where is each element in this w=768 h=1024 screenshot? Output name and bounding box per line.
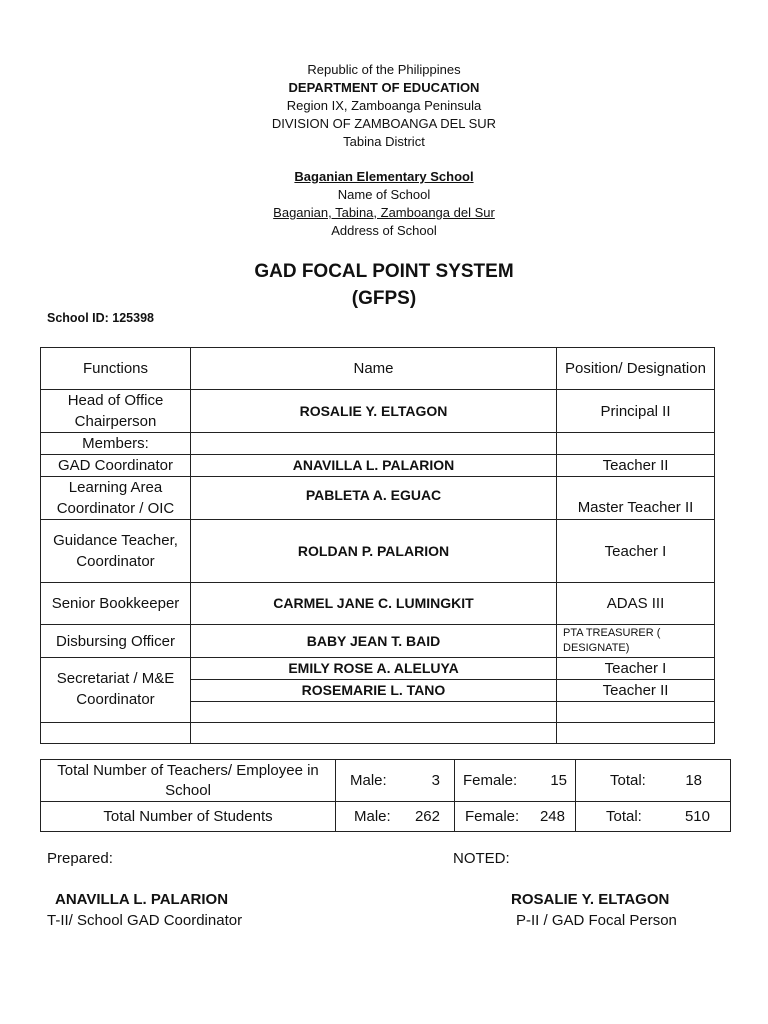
gfps-table	[40, 347, 715, 744]
school-name-caption: Name of School	[337, 187, 431, 202]
position-cell: PTA TREASURER ( DESIGNATE)	[557, 625, 715, 658]
name-cell: PABLETA A. EGUAC	[191, 477, 557, 520]
document-subtitle: (GFPS)	[351, 288, 417, 309]
teachers-male-value: 3	[431, 771, 440, 789]
noted-name: ROSALIE Y. ELTAGON	[511, 891, 670, 908]
document-title: GAD FOCAL POINT SYSTEM	[254, 261, 514, 282]
table-row	[41, 455, 715, 477]
students-male-cell	[336, 802, 455, 832]
students-male-value: 262	[414, 807, 440, 825]
name-cell	[191, 723, 557, 744]
school-name: Baganian Elementary School	[294, 169, 474, 184]
total-label: Total:	[606, 807, 642, 825]
header-division: DIVISION OF ZAMBOANGA DEL SUR	[271, 116, 497, 131]
students-female-cell	[455, 802, 576, 832]
noted-label: NOTED:	[453, 850, 510, 867]
total-label: Total:	[610, 771, 646, 789]
position-cell: Teacher I	[557, 520, 715, 583]
name-cell: CARMEL JANE C. LUMINGKIT	[191, 583, 557, 625]
function-cell: Guidance Teacher, Coordinator	[41, 520, 191, 583]
name-cell	[191, 702, 557, 723]
position-cell: Teacher II	[557, 680, 715, 702]
table-row	[41, 477, 715, 520]
header-republic: Republic of the Philippines	[307, 62, 461, 77]
prepared-name: ANAVILLA L. PALARION	[55, 891, 229, 908]
function-cell: Senior Bookkeeper	[41, 583, 191, 625]
function-cell: Disbursing Officer	[41, 625, 191, 658]
position-cell	[557, 702, 715, 723]
name-cell: ROLDAN P. PALARION	[191, 520, 557, 583]
teachers-row	[41, 760, 731, 802]
function-cell	[41, 723, 191, 744]
teachers-label: Total Number of Teachers/ Employee in School	[41, 760, 336, 802]
female-label: Female:	[465, 807, 520, 825]
table-row	[41, 520, 715, 583]
table-row	[41, 658, 715, 680]
name-cell: BABY JEAN T. BAID	[191, 625, 557, 658]
table-row	[41, 390, 715, 433]
table-row	[41, 723, 715, 744]
header-district: Tabina District	[343, 134, 425, 149]
prepared-title: T-II/ School GAD Coordinator	[47, 912, 243, 929]
students-total-cell	[576, 802, 731, 832]
name-cell: ANAVILLA L. PALARION	[191, 455, 557, 477]
school-address: Baganian, Tabina, Zamboanga del Sur	[273, 205, 495, 220]
teachers-male-cell	[336, 760, 455, 802]
students-female-value: 248	[539, 807, 565, 825]
teachers-female-cell	[455, 760, 576, 802]
header-name: Name	[191, 348, 557, 390]
students-row	[41, 802, 731, 832]
position-cell: Teacher II	[557, 455, 715, 477]
teachers-total-value: 18	[685, 771, 702, 789]
position-cell	[557, 433, 715, 455]
position-cell: Principal II	[557, 390, 715, 433]
female-label: Female:	[463, 771, 518, 789]
position-cell: Master Teacher II	[557, 477, 715, 520]
function-cell: Head of Office Chairperson	[41, 390, 191, 433]
male-label: Male:	[350, 771, 387, 789]
teachers-total-cell	[576, 760, 731, 802]
students-label: Total Number of Students	[41, 802, 336, 832]
male-label: Male:	[354, 807, 391, 825]
students-total-value: 510	[684, 807, 710, 825]
function-cell: Learning Area Coordinator / OIC	[41, 477, 191, 520]
noted-title: P-II / GAD Focal Person	[516, 912, 677, 929]
table-row	[41, 583, 715, 625]
teachers-female-value: 15	[550, 771, 567, 789]
position-cell	[557, 723, 715, 744]
name-cell: EMILY ROSE A. ALELUYA	[191, 658, 557, 680]
function-cell: Secretariat / M&E Coordinator	[41, 658, 191, 723]
position-cell: ADAS III	[557, 583, 715, 625]
table-header-row	[41, 348, 715, 390]
function-cell: GAD Coordinator	[41, 455, 191, 477]
header-region: Region IX, Zamboanga Peninsula	[286, 98, 482, 113]
header-position: Position/ Designation	[557, 348, 715, 390]
name-cell: ROSALIE Y. ELTAGON	[191, 390, 557, 433]
header-functions: Functions	[41, 348, 191, 390]
school-address-caption: Address of School	[331, 223, 437, 238]
function-cell: Members:	[41, 433, 191, 455]
name-cell: ROSEMARIE L. TANO	[191, 680, 557, 702]
table-row	[41, 625, 715, 658]
prepared-label: Prepared:	[47, 850, 113, 867]
totals-table	[40, 759, 731, 832]
header-department: DEPARTMENT OF EDUCATION	[288, 80, 480, 95]
name-cell	[191, 433, 557, 455]
position-cell: Teacher I	[557, 658, 715, 680]
table-row	[41, 433, 715, 455]
school-id: School ID: 125398	[47, 311, 154, 325]
